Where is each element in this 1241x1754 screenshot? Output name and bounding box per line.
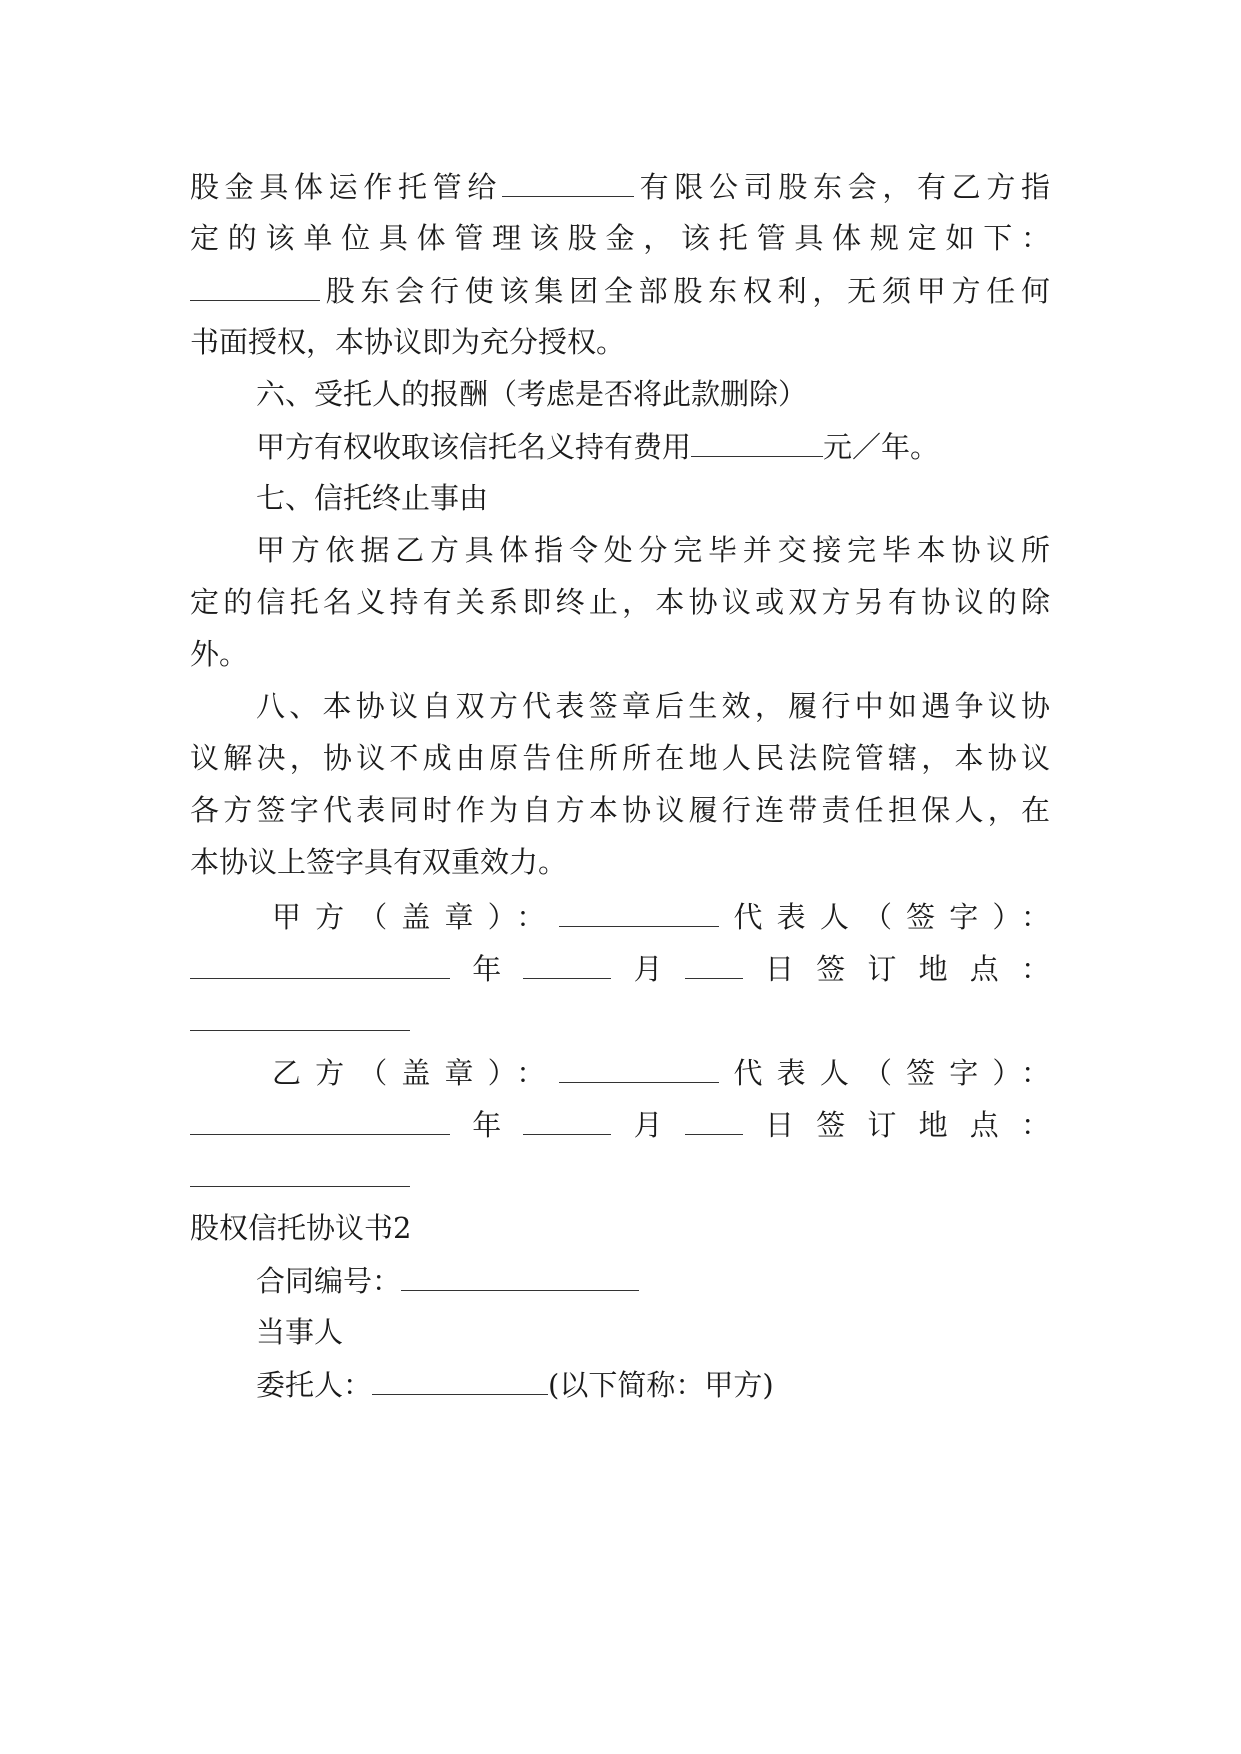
party-b-signature-line [272,1052,1050,1093]
blank-field [691,426,823,457]
blank-field [685,948,743,979]
paragraph-line [190,790,1050,830]
party-a-signature-line [272,896,1050,937]
blank-field [502,166,634,197]
party-b-label: 乙方（盖章）： [272,1056,560,1090]
client-suffix: (以下简称：甲方) [548,1368,774,1402]
paragraph-line [190,582,1050,622]
parties-heading [256,1312,1050,1352]
year-label: 年 [450,952,524,986]
title-text: 股权信托协议书2 [190,1211,412,1245]
text-segment: 外。 [190,637,249,671]
paragraph-line [256,530,1050,570]
document-title [190,1208,1050,1248]
text-segment: 元／年。 [823,430,940,464]
text-segment: 六、受托人的报酬（考虑是否将此款删除） [256,377,808,411]
text-segment: 定的信托名义持有关系即终止，本协议或双方另有协议的除 [190,585,1050,619]
party-b-place-line [190,1156,1050,1197]
blank-field [559,1052,719,1083]
year-label: 年 [450,1108,524,1142]
text-segment: 定的该单位具体管理该股金，该托管具体规定如下： [190,221,1050,255]
party-a-label: 甲方（盖章）： [272,900,560,934]
text-segment: 本协议上签字具有双重效力。 [190,845,568,879]
section-heading [256,478,1050,518]
blank-field [523,948,611,979]
paragraph-line [256,686,1050,726]
representative-label: 代表人（签字）： [719,1056,1050,1090]
text-segment: 各方签字代表同时作为自方本协议履行连带责任担保人，在 [190,793,1050,827]
party-a-place-line [190,1000,1050,1041]
party-b-date-line [190,1104,1050,1145]
party-a-date-line [190,948,1050,989]
paragraph-line [256,426,1050,467]
text-segment: 八、本协议自双方代表签章后生效，履行中如遇争议协 [256,689,1050,723]
blank-field [685,1104,743,1135]
blank-field [190,1000,410,1031]
contract-number-line [256,1260,1050,1301]
text-segment: 有限公司股东会，有乙方指 [634,170,1050,204]
client-line [256,1364,1050,1405]
text-segment: 议解决，协议不成由原告住所所在地人民法院管辖，本协议 [190,741,1050,775]
text-segment: 股金具体运作托管给 [190,170,502,204]
day-place-label: 日签订地点： [742,1108,1050,1142]
paragraph-line [190,218,1050,258]
day-place-label: 日签订地点： [742,952,1050,986]
blank-field [401,1260,639,1291]
paragraph-line [190,842,1050,882]
blank-field [190,1156,410,1187]
blank-field [372,1364,548,1395]
representative-label: 代表人（签字）： [719,900,1050,934]
paragraph-line [190,270,1050,311]
client-label: 委托人： [256,1368,373,1402]
parties-label: 当事人 [256,1315,344,1349]
blank-field [190,1104,450,1135]
paragraph-line [190,166,1050,207]
month-label: 月 [611,1108,685,1142]
text-segment: 书面授权，本协议即为充分授权。 [190,325,626,359]
blank-field [190,270,320,301]
blank-field [559,896,719,927]
blank-field [190,948,450,979]
contract-number-label: 合同编号： [256,1264,402,1298]
paragraph-line [190,738,1050,778]
month-label: 月 [611,952,685,986]
text-segment: 甲方依据乙方具体指令处分完毕并交接完毕本协议所 [256,533,1050,567]
text-segment: 七、信托终止事由 [256,481,489,515]
text-segment: 股东会行使该集团全部股东权利，无须甲方任何 [320,274,1050,308]
section-heading [256,374,1050,414]
paragraph-line [190,322,1050,362]
text-segment: 甲方有权收取该信托名义持有费用 [256,430,692,464]
blank-field [523,1104,611,1135]
paragraph-line [190,634,1050,674]
